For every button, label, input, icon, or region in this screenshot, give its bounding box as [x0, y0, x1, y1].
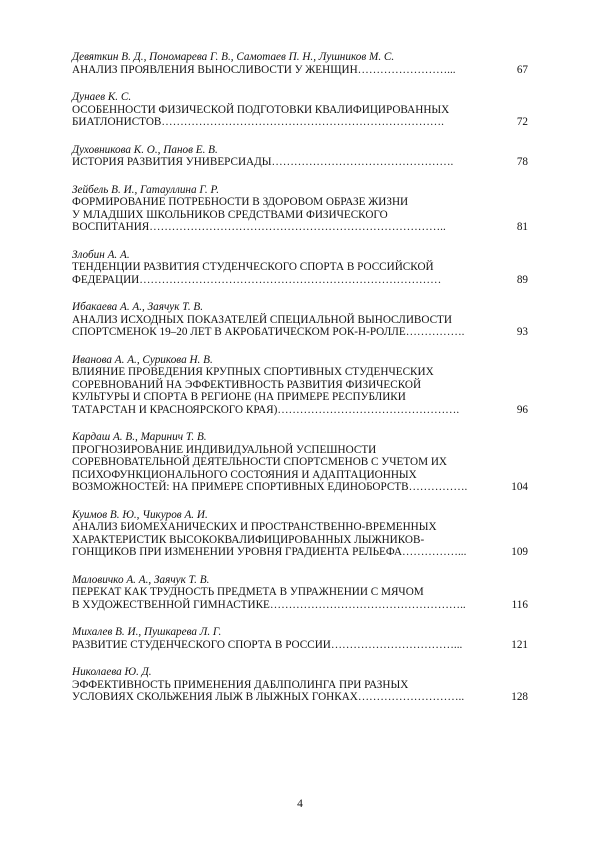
- entry-title-text: КУЛЬТУРЫ И СПОРТА В РЕГИОНЕ (НА ПРИМЕРЕ РЕСПУБЛИКИ: [72, 391, 406, 403]
- entry-title-line: [72, 274, 528, 287]
- entry-title-line: [72, 196, 528, 209]
- entry-title-text: ПСИХОФУНКЦИОНАЛЬНОГО СОСТОЯНИЯ И АДАПТАЦИОННЫХ: [72, 468, 417, 481]
- toc-entry: [72, 249, 528, 287]
- entry-page-number: 104: [511, 481, 528, 493]
- toc-entry: [72, 626, 528, 651]
- entry-title-line: [72, 116, 528, 129]
- entry-title-line: [72, 599, 528, 612]
- entry-title-text: СОРЕВНОВАНИЙ НА ЭФФЕКТИВНОСТЬ РАЗВИТИЯ ФИЗИЧЕСКОЙ: [72, 378, 422, 391]
- toc-entry: [72, 666, 528, 704]
- entry-authors: Девяткин В. Д., Пономарева Г. В., Самотаев П. Н., Лушников М. С.: [72, 51, 395, 63]
- entry-title-text: У МЛАДШИХ ШКОЛЬНИКОВ СРЕДСТВАМИ ФИЗИЧЕСКОГО: [72, 208, 388, 221]
- toc-entry: [72, 301, 528, 339]
- entry-title-text: СПОРТСМЕНОК 19–20 ЛЕТ В АКРОБАТИЧЕСКОМ РОК-Н-РОЛЛЕ…………….: [72, 326, 465, 338]
- toc-entry: [72, 431, 528, 494]
- entry-page-number: 93: [516, 326, 528, 338]
- entry-title-line: [72, 156, 528, 169]
- entry-title-text: ХАРАКТЕРИСТИК ВЫСОКОКВАЛИФИЦИРОВАННЫХ ЛЫЖНИКОВ-: [72, 533, 425, 546]
- entry-page-number: 109: [511, 546, 528, 558]
- entry-title-text: ПРОГНОЗИРОВАНИЕ ИНДИВИДУАЛЬНОЙ УСПЕШНОСТИ: [72, 443, 377, 456]
- entry-title-text: ИСТОРИЯ РАЗВИТИЯ УНИВЕРСИАДЫ………………………………………….: [72, 156, 454, 168]
- entry-title-text: ФЕДЕРАЦИИ………………………………………………………………………: [72, 273, 442, 286]
- entry-title-line: [72, 64, 528, 77]
- entry-title-text: ФОРМИРОВАНИЕ ПОТРЕБНОСТИ В ЗДОРОВОМ ОБРАЗЕ ЖИЗНИ: [72, 196, 409, 208]
- entry-title-text: ТАТАРСТАН И КРАСНОЯРСКОГО КРАЯ)………………………………………….: [72, 403, 460, 416]
- entry-authors: Иванова А. А., Сурикова Н. В.: [72, 353, 213, 366]
- entry-title-line: [72, 221, 528, 234]
- toc-entry: [72, 144, 528, 169]
- entry-title-line: [72, 521, 528, 534]
- entry-title-line: [72, 326, 528, 339]
- entry-page-number: 89: [516, 273, 528, 286]
- entry-title-text: АНАЛИЗ ПРОЯВЛЕНИЯ ВЫНОСЛИВОСТИ У ЖЕНЩИН……………………...: [72, 63, 456, 76]
- entry-title-text: ТЕНДЕНЦИИ РАЗВИТИЯ СТУДЕНЧЕСКОГО СПОРТА В РОССИЙСКОЙ: [72, 261, 434, 273]
- entry-title-line: [72, 586, 528, 599]
- entry-title-line: [72, 104, 528, 117]
- entry-title-line: [72, 679, 528, 692]
- entry-page-number: 67: [516, 63, 528, 76]
- toc-entry: [72, 574, 528, 612]
- entry-page-number: 78: [516, 156, 528, 168]
- entry-authors: Михалев В. И., Пушкарева Л. Г.: [72, 626, 222, 638]
- entry-authors: Кардаш А. В., Маринич Т. В.: [72, 431, 207, 443]
- entry-title-line: [72, 379, 528, 392]
- toc-entry: [72, 509, 528, 559]
- entry-title-text: АНАЛИЗ БИОМЕХАНИЧЕСКИХ И ПРОСТРАНСТВЕННО-ВРЕМЕННЫХ: [72, 521, 437, 533]
- entry-page-number: 81: [516, 221, 528, 233]
- entry-page-number: 121: [511, 638, 528, 651]
- entry-title-text: ПЕРЕКАТ КАК ТРУДНОСТЬ ПРЕДМЕТА В УПРАЖНЕНИИ С МЯЧОМ: [72, 586, 424, 598]
- toc-entry: [72, 91, 528, 129]
- entry-title-line: [72, 639, 528, 652]
- entry-authors: Куимов В. Ю., Чикуров А. И.: [72, 508, 208, 521]
- entry-authors: Зейбель В. И., Гатауллина Г. Р.: [72, 183, 219, 196]
- entry-title-text: УСЛОВИЯХ СКОЛЬЖЕНИЯ ЛЫЖ В ЛЫЖНЫХ ГОНКАХ………………………..: [72, 691, 465, 703]
- entry-authors: Злобин А. А.: [72, 248, 130, 261]
- entry-title-text: ОСОБЕННОСТИ ФИЗИЧЕСКОЙ ПОДГОТОВКИ КВАЛИФИЦИРОВАННЫХ: [72, 103, 450, 116]
- entry-title-line: [72, 691, 528, 704]
- entry-page-number: 128: [511, 691, 528, 703]
- entry-title-text: ВЛИЯНИЕ ПРОВЕДЕНИЯ КРУПНЫХ СПОРТИВНЫХ СТУДЕНЧЕСКИХ: [72, 366, 434, 378]
- entry-title-text: БИАТЛОНИСТОВ………………………………………………………………….: [72, 116, 444, 128]
- entry-title-text: ГОНЩИКОВ ПРИ ИЗМЕНЕНИИ УРОВНЯ ГРАДИЕНТА РЕЛЬЕФА……………...: [72, 546, 467, 558]
- entry-title-text: ВОСПИТАНИЯ……………………………………………………………………..: [72, 221, 446, 233]
- entry-page-number: 96: [516, 403, 528, 416]
- entry-title-text: В ХУДОЖЕСТВЕННОЙ ГИМНАСТИКЕ……………………………………………..: [72, 598, 466, 611]
- entry-authors: Николаева Ю. Д.: [72, 666, 152, 678]
- entry-title-line: [72, 469, 528, 482]
- entry-title-line: [72, 404, 528, 417]
- entry-title-line: [72, 444, 528, 457]
- entry-title-text: РАЗВИТИЕ СТУДЕНЧЕСКОГО СПОРТА В РОССИИ……………………………...: [72, 638, 463, 651]
- entry-page-number: 72: [516, 116, 528, 128]
- toc-entry: [72, 51, 528, 76]
- entry-title-line: [72, 366, 528, 379]
- entry-title-line: [72, 481, 528, 494]
- page-number: 4: [297, 798, 303, 810]
- entry-title-line: [72, 534, 528, 547]
- toc-entry: [72, 354, 528, 417]
- entry-title-line: [72, 314, 528, 327]
- toc-entry: [72, 184, 528, 234]
- entry-title-line: [72, 456, 528, 469]
- entry-title-text: ЭФФЕКТИВНОСТЬ ПРИМЕНЕНИЯ ДАБЛПОЛИНГА ПРИ РАЗНЫХ: [72, 678, 409, 691]
- entry-authors: Маловичко А. А., Заячук Т. В.: [72, 573, 210, 586]
- entry-page-number: 116: [511, 598, 528, 611]
- entry-title-line: [72, 391, 528, 404]
- entry-title-text: СОРЕВНОВАТЕЛЬНОЙ ДЕЯТЕЛЬНОСТИ СПОРТСМЕНОВ С УЧЕТОМ ИХ: [72, 456, 447, 468]
- entry-title-text: ВОЗМОЖНОСТЕЙ: НА ПРИМЕРЕ СПОРТИВНЫХ ЕДИНОБОРСТВ…………….: [72, 481, 468, 493]
- entry-title-line: [72, 261, 528, 274]
- entry-title-line: [72, 546, 528, 559]
- entry-authors: Духовникова К. О., Панов Е. В.: [72, 143, 218, 156]
- entry-title-text: АНАЛИЗ ИСХОДНЫХ ПОКАЗАТЕЛЕЙ СПЕЦИАЛЬНОЙ ВЫНОСЛИВОСТИ: [72, 313, 452, 326]
- entry-authors: Дунаев К. С.: [72, 91, 132, 103]
- entry-title-line: [72, 209, 528, 222]
- entry-authors: Ибакаева А. А., Заячук Т. В.: [72, 301, 204, 313]
- table-of-contents: [72, 51, 528, 719]
